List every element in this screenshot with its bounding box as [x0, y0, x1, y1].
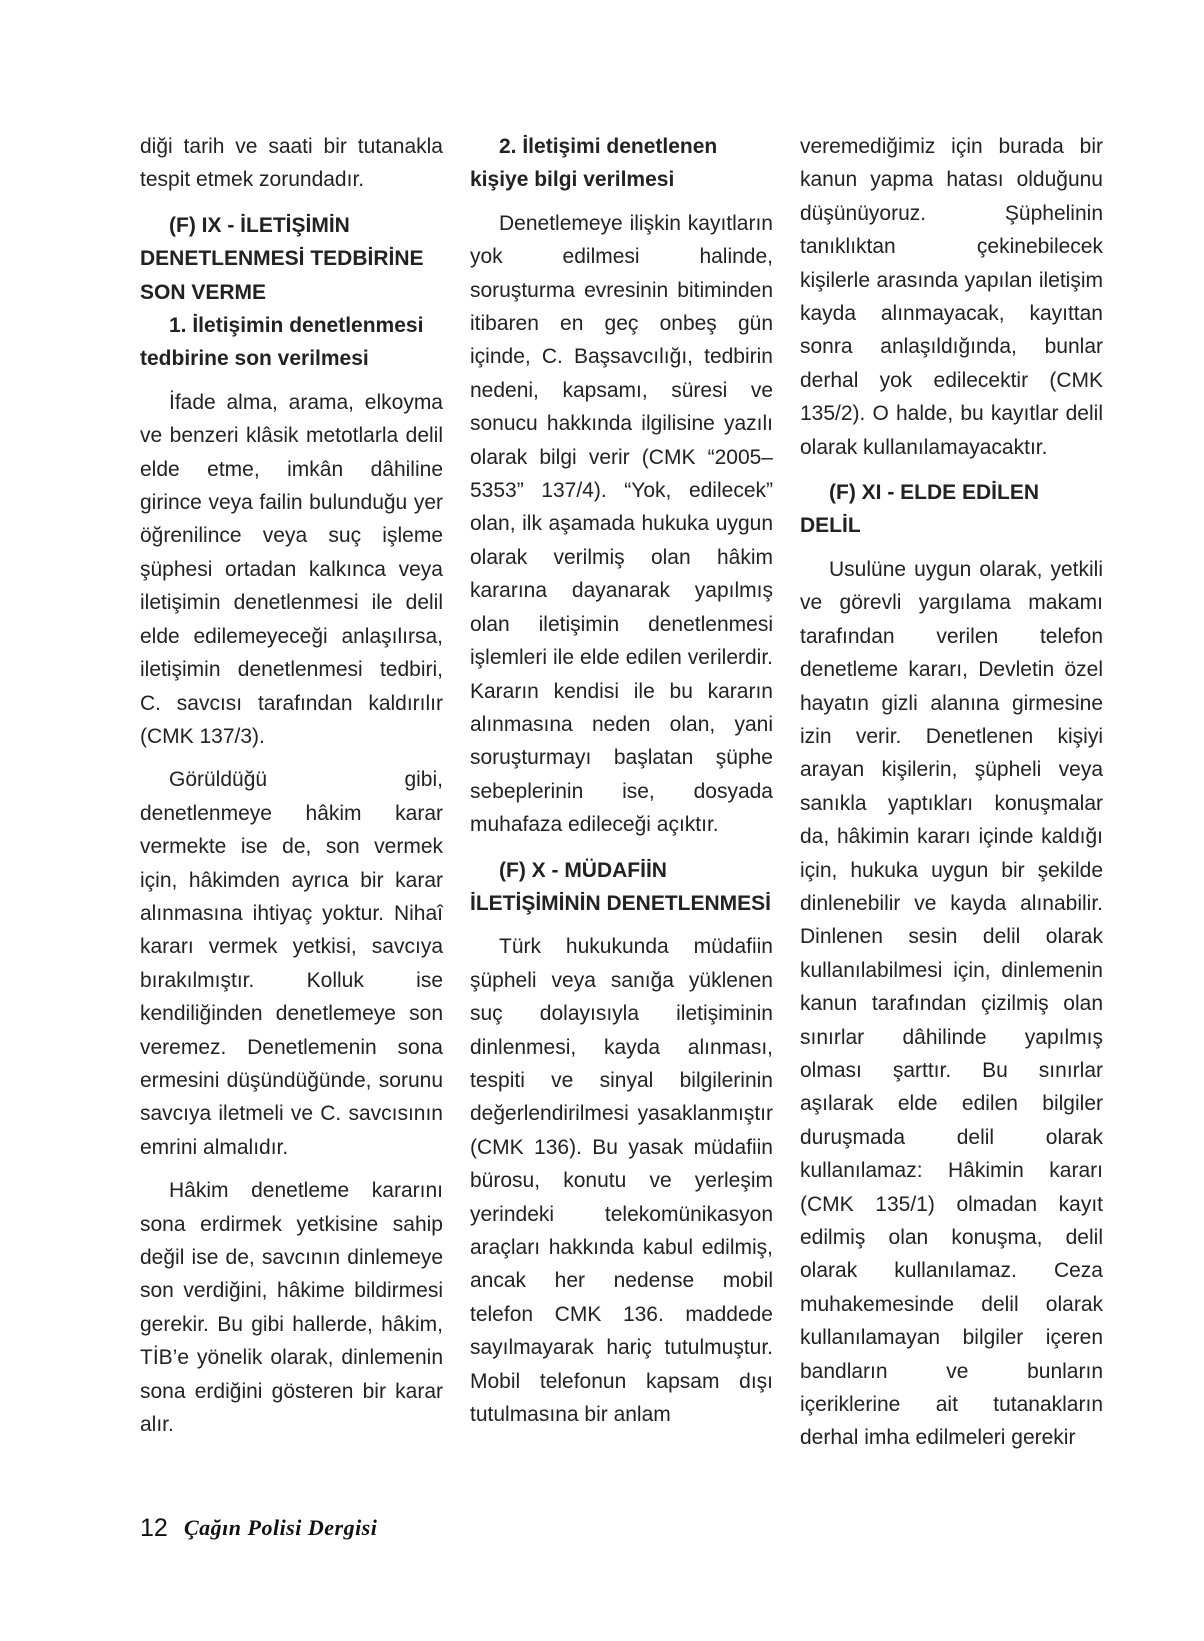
- paragraph-continuation: veremediğimiz için burada bir kanun yapma hatası olduğunu düşünüyoruz. Şüphelinin tanıklıktan çekinebilecek kişilerle arasında yapılan iletişim kayda alınmayacak, kayıttan sonra anlaşıldığında, bunlar derhal yok edilecektir (CMK 135/2). O halde, bu kayıtlar delil olarak kullanılamayacaktır.: [800, 135, 1103, 459]
- journal-title: Çağın Polisi Dergisi: [184, 1515, 378, 1540]
- paragraph: Görüldüğü gibi, denetlenmeye hâkim karar vermekte ise de, son vermek için, hâkimden ayrıca bir karar alınmasına ihtiyaç yoktur. Nihaî kararı vermek yetkisi, savcıya bırakılmıştır. Kolluk ise kendiliğinden denetlemeye son veremez. Denetlemenin sona ermesini düşündüğünde, sorunu savcıya iletmeli ve C. savcısının emrini almalıdır.: [140, 768, 443, 1159]
- subsection-heading-2: 2. İletişimi denetlenen kişiye bilgi verilmesi: [470, 135, 718, 192]
- column-3: [800, 130, 1103, 1455]
- page-number: 12: [140, 1514, 168, 1542]
- paragraph: Usulüne uygun olarak, yetkili ve görevli yargılama makamı tarafından verilen telefon denetleme kararı, Devletin özel hayatın gizli alanına girmesine izin verir. Denetlenen kişiyi arayan kişilerin, şüpheli veya sanıkla yaptıkları konuşmalar da, hâkimin kararı içinde kaldığı için, hukuka uygun bir şekilde dinlenebilir ve kayda alınabilir. Dinlenen sesin delil olarak kullanılabilmesi için, dinlemenin kanun tarafından çizilmiş olan sınırlar dâhilinde yapılmış olması şarttır. Bu sınırlar aşılarak elde edilen bilgiler duruşmada delil olarak kullanılamaz: Hâkimin kararı (CMK 135/1) olmadan kayıt edilmiş olan konuşma, delil olarak kullanılamaz. Ceza muhakemesinde delil olarak kullanılamayan bilgiler içeren bandların ve bunların içeriklerine ait tutanakların derhal imha edilmeleri gerekir: [800, 557, 1103, 1450]
- section-heading-ix: (F) IX - İLETİŞİMİN DENETLENMESİ TEDBİRİNE SON VERME: [140, 213, 424, 304]
- column-2: [470, 130, 773, 1431]
- paragraph: Hâkim denetleme kararını sona erdirmek yetkisine sahip değil ise de, savcının dinlemeye son verdiğini, hâkime bildirmesi gerekir. Bu gibi hallerde, hâkim, TİB’e yönelik olarak, dinlemenin sona erdiğini gösteren bir karar alır.: [140, 1179, 443, 1437]
- subsection-heading-1: 1. İletişimin denetlenmesi tedbirine son verilmesi: [140, 314, 424, 371]
- paragraph: Türk hukukunda müdafiin şüpheli veya sanığa yüklenen suç dolayısıyla iletişiminin dinlenmesi, kayda alınması, tespiti ve sinyal bilgilerinin değerlendirilmesi yasaklanmıştır (CMK 136). Bu yasak müdafiin bürosu, konutu ve yerleşim yerindeki telekomünikasyon araçları hakkında kabul edilmiş, ancak her nedense mobil telefon CMK 136. maddede sayılmayarak hariç tutulmuştur. Mobil telefonun kapsam dışı tutulmasına bir anlam: [470, 935, 773, 1427]
- paragraph: İfade alma, arama, elkoyma ve benzeri klâsik metotlarla delil elde etme, imkân dâhiline girince veya failin bulunduğu yer öğrenilince veya suç işleme şüphesi ortadan kalkınca veya iletişimin denetlenmesi ile delil elde edilemeyeceği anlaşılırsa, iletişimin denetlenmesi tedbiri, C. savcısı tarafından kaldırılır (CMK 137/3).: [140, 390, 443, 748]
- column-1: [140, 130, 443, 1441]
- paragraph-continuation: diği tarih ve saati bir tutanakla tespit etmek zorundadır.: [140, 135, 443, 192]
- section-heading-xi: (F) XI - ELDE EDİLEN DELİL: [800, 481, 1039, 538]
- section-heading-x: (F) X - MÜDAFİİN İLETİŞİMİNİN DENETLENMESİ: [470, 858, 772, 915]
- paragraph: Denetlemeye ilişkin kayıtların yok edilmesi halinde, soruşturma evresinin bitiminden itibaren en geç onbeş gün içinde, C. Başsavcılığı, tedbirin nedeni, kapsamı, süresi ve sonucu hakkında ilgilisine yazılı olarak bilgi verir (CMK “2005–5353” 137/4). “Yok, edilecek” olan, ilk aşamada hukuka uygun olarak verilmiş olan hâkim kararına dayanarak yapılmış olan iletişimin denetlenmesi işlemleri ile elde edilen verilerdir. Kararın kendisi ile bu kararın alınmasına neden olan, yani soruşturmayı başlatan şüphe sebeplerinin ise, dosyada muhafaza edileceği açıktır.: [470, 211, 773, 837]
